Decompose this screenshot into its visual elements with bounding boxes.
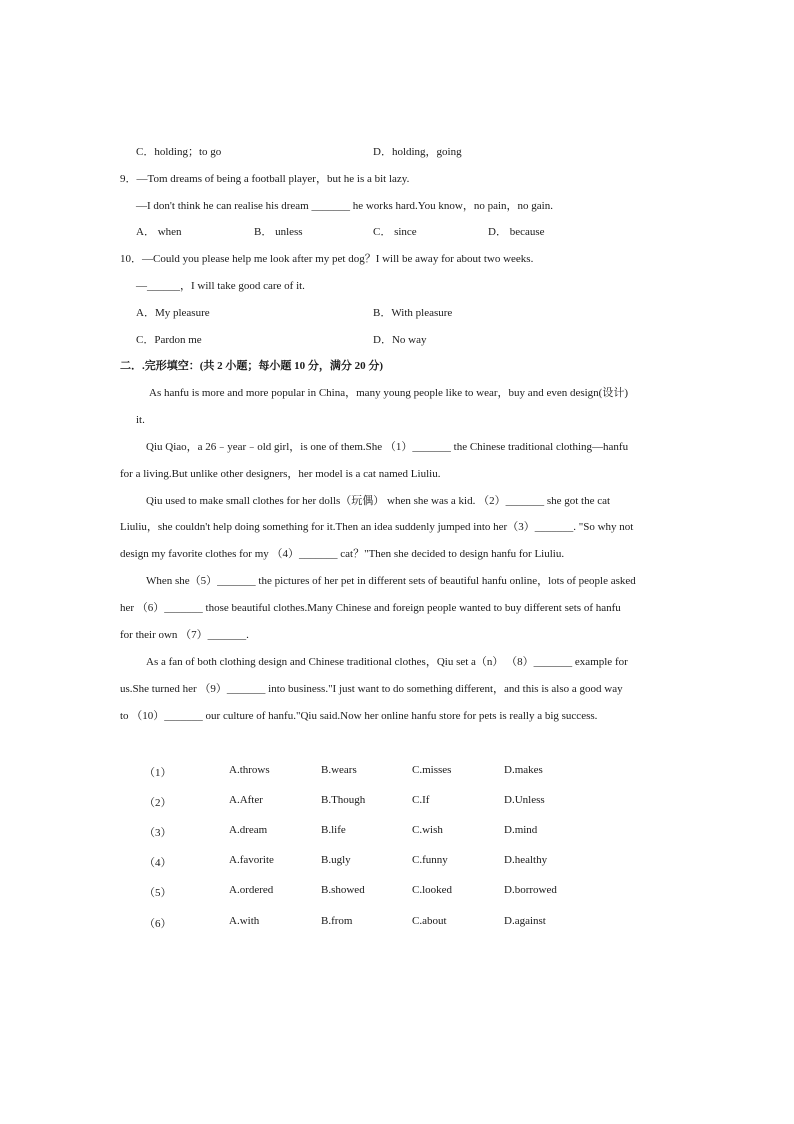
q9-option-c: C． since xyxy=(373,226,417,238)
row-number: （2） xyxy=(144,797,172,809)
option-c: C.looked xyxy=(412,884,453,896)
row-number: （5） xyxy=(144,887,172,899)
option-b: B.wears xyxy=(321,764,357,776)
option-d: D.mind xyxy=(504,824,538,836)
passage-line: it. xyxy=(136,414,145,426)
passage-line: for a living.But unlike other designers，her model is a cat named Liuliu. xyxy=(120,468,441,480)
q10-option-a: A．My pleasure xyxy=(136,307,210,319)
option-a: A.dream xyxy=(229,824,268,836)
passage-line: design my favorite clothes for my （4）_______ cat？"Then she decided to design hanfu for Liuliu. xyxy=(120,548,565,560)
option-b: B.Though xyxy=(321,794,366,806)
option-c: C.wish xyxy=(412,824,443,836)
row-number: （4） xyxy=(144,857,172,869)
option-b: B.ugly xyxy=(321,854,351,866)
q9-option-b: B． unless xyxy=(254,226,303,238)
option-a: A.throws xyxy=(229,764,270,776)
option-d: D.healthy xyxy=(504,854,548,866)
q9-option-d: D． because xyxy=(488,226,545,238)
option-c: C.funny xyxy=(412,854,448,866)
q8-option-d: D．holding，going xyxy=(373,146,462,158)
option-a: A.favorite xyxy=(229,854,274,866)
option-b: B.showed xyxy=(321,884,365,896)
q9-stem-line2: —I don't think he can realise his dream _______ he works hard.You know，no pain，no gain. xyxy=(136,200,553,212)
option-b: B.life xyxy=(321,824,346,836)
q10-option-b: B．With pleasure xyxy=(373,307,453,319)
q10-stem-line2: —______，I will take good care of it. xyxy=(136,280,305,292)
option-c: C.about xyxy=(412,915,447,927)
q10-option-d: D．No way xyxy=(373,334,427,346)
option-c: C.misses xyxy=(412,764,452,776)
row-number: （6） xyxy=(144,918,172,930)
q10-option-c: C．Pardon me xyxy=(136,334,202,346)
option-d: D.borrowed xyxy=(504,884,557,896)
option-a: A.with xyxy=(229,915,260,927)
q9-stem-line1: 9．—Tom dreams of being a football player，but he is a bit lazy. xyxy=(120,173,410,185)
option-a: A.After xyxy=(229,794,263,806)
q8-option-c: C．holding；to go xyxy=(136,146,222,158)
passage-line: When she（5）_______ the pictures of her pet in different sets of beautiful hanfu online，lots of people asked xyxy=(146,575,636,587)
passage-line: us.She turned her （9）_______ into business."I just want to do something different，and this is also a good way xyxy=(120,683,623,695)
passage-line: As a fan of both clothing design and Chinese traditional clothes，Qiu set a（n） （8）_______ example for xyxy=(146,656,628,668)
option-a: A.ordered xyxy=(229,884,274,896)
passage-line: As hanfu is more and more popular in China，many young people like to wear，buy and even design(设计) xyxy=(149,387,628,399)
passage-line: to （10）_______ our culture of hanfu."Qiu said.Now her online hanfu store for pets is really a big success. xyxy=(120,710,598,722)
option-c: C.If xyxy=(412,794,430,806)
row-number: （3） xyxy=(144,827,172,839)
option-d: D.Unless xyxy=(504,794,545,806)
passage-line: Qiu Qiao，a 26﹣year﹣old girl，is one of them.She （1）_______ the Chinese traditional clothing—hanfu xyxy=(146,441,629,453)
passage-line: her （6）_______ those beautiful clothes.Many Chinese and foreign people wanted to buy different sets of hanfu xyxy=(120,602,621,614)
q10-stem-line1: 10．—Could you please help me look after my pet dog？I will be away for about two weeks. xyxy=(120,253,534,265)
option-b: B.from xyxy=(321,915,353,927)
passage-line: Liuliu，she couldn't help doing something for it.Then an idea suddenly jumped into her（3）_______. "So why not xyxy=(120,521,634,533)
option-d: D.against xyxy=(504,915,546,927)
q9-option-a: A． when xyxy=(136,226,182,238)
section-heading: 二．.完形填空：(共 2 小题；每小题 10 分，满分 20 分) xyxy=(120,360,384,372)
passage-line: for their own （7）_______. xyxy=(120,629,249,641)
option-d: D.makes xyxy=(504,764,543,776)
passage-line: Qiu used to make small clothes for her dolls（玩偶） when she was a kid. （2）_______ she got the cat xyxy=(146,495,611,507)
row-number: （1） xyxy=(144,767,172,779)
